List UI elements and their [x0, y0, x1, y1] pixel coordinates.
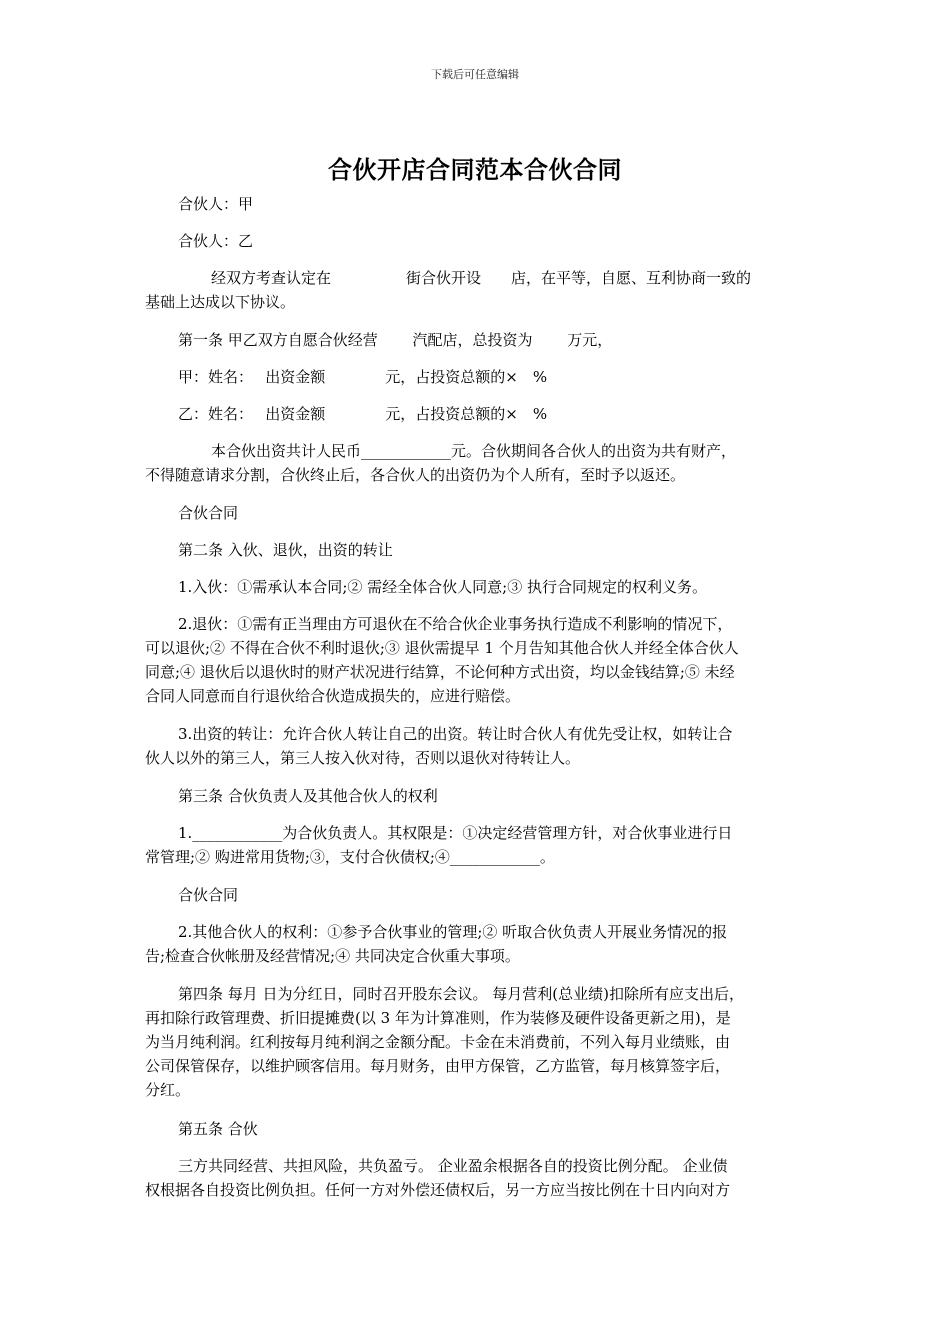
paragraph-article-3: 第三条 合伙负责人及其他合伙人的权利 [178, 787, 438, 805]
paragraph-subheading-contract-2: 合伙合同 [178, 886, 239, 904]
document-title: 合伙开店合同范本合伙合同 [328, 156, 622, 184]
paragraph-total-capital: 本合伙出资共计人民币____________元。合伙期间各合伙人的出资为共有财产， 不得随意请求分割，合伙终止后，各合伙人的出资仍为个人所有，至时予以返还。 [145, 442, 737, 484]
paragraph-article-4: 第四条 每月 日为分红日，同时召开股东会议。 每月营利(总业绩)扣除所有应支出后， 再扣除行政管理费、折旧提摊费(以 3 年为计算准则，作为装修及硬件设备更新之用)，是 为当月纯利润。红利按每月纯利润之金额分配。卡金在未消费前，不列入每月业绩账，由 公司保管保存，以维护顾客信用。每月财务，由甲方保管，乙方监管，每月核算签字后， 分红。 [145, 985, 745, 1099]
paragraph-intro: 经双方考查认定在 街合伙开设 店，在平等，自愿、互利协商一致的 基础上达成以下协议。 [145, 269, 752, 311]
paragraph-other-partner-rights: 2.其他合伙人的权利：①参予合伙事业的管理;② 听取合伙负责人开展业务情况的报 告;检查合伙帐册及经营情况;④ 共同决定合伙重大事项。 [145, 923, 728, 965]
paragraph-partner-a: 合伙人：甲 [178, 195, 254, 213]
paragraph-partner-a-investment: 甲：姓名： 出资金额 元，占投资总额的× % [178, 368, 548, 386]
page-header-note: 下载后可任意编辑 [431, 68, 519, 81]
paragraph-withdrawal: 2.退伙：①需有正当理由方可退伙在不给合伙企业事务执行造成不利影响的情况下， 可以退伙;② 不得在合伙不利时退伙;③ 退伙需提早 1 个月告知其他合伙人并经全体合伙人 同意;④ 退伙后以退伙时的财产状况进行结算，不论何种方式出资，均以金钱结算;⑤ 未经 合同人同意而自行退伙给合伙造成损失的，应进行赔偿。 [145, 615, 739, 705]
paragraph-article-2: 第二条 入伙、退伙，出资的转让 [178, 541, 393, 559]
paragraph-partner-b-investment: 乙：姓名： 出资金额 元，占投资总额的× % [178, 405, 548, 423]
paragraph-joining: 1.入伙：①需承认本合同;② 需经全体合伙人同意;③ 执行合同规定的权利义务。 [178, 578, 707, 596]
paragraph-capital-transfer: 3.出资的转让：允许合伙人转让自己的出资。转让时合伙人有优先受让权，如转让合 伙人以外的第三人，第三人按入伙对待，否则以退伙对待转让人。 [145, 725, 733, 767]
paragraph-article-1: 第一条 甲乙双方自愿合伙经营 汽配店，总投资为 万元， [178, 331, 613, 349]
paragraph-subheading-contract: 合伙合同 [178, 504, 239, 522]
paragraph-risk-sharing: 三方共同经营、共担风险，共负盈亏。 企业盈余根据各自的投资比例分配。 企业债 权根据各自投资比例负担。任何一方对外偿还债权后，另一方应当按比例在十日内向对方 [145, 1157, 731, 1199]
paragraph-manager-rights: 1.____________为合伙负责人。其权限是：①决定经营管理方针，对合伙事业进行日 常管理;② 购进常用货物;③，支付合伙债权;④____________。 [145, 824, 733, 866]
paragraph-article-5: 第五条 合伙 [178, 1120, 258, 1138]
paragraph-partner-b: 合伙人：乙 [178, 232, 254, 250]
